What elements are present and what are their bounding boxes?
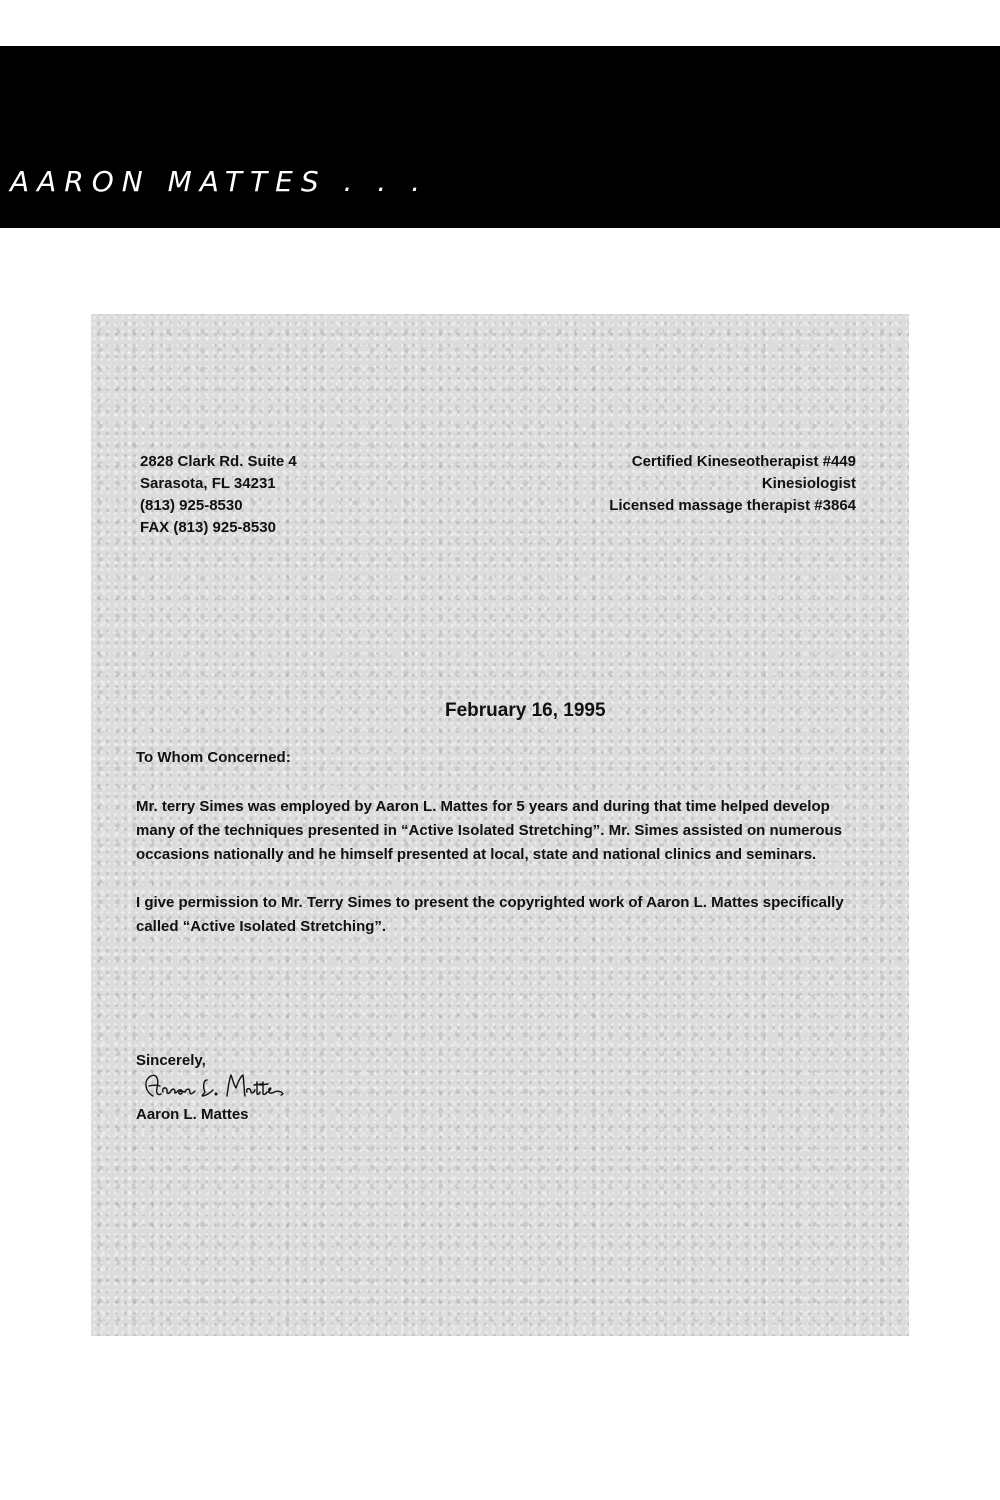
page-title: AARON MATTES . . . bbox=[10, 165, 428, 198]
handwritten-signature bbox=[141, 1070, 286, 1102]
address-line-street: 2828 Clark Rd. Suite 4 bbox=[140, 453, 297, 470]
letter-date: February 16, 1995 bbox=[445, 700, 606, 721]
letter-paper bbox=[91, 314, 909, 1336]
sender-address bbox=[140, 451, 297, 539]
closing: Sincerely, bbox=[136, 1052, 206, 1069]
salutation: To Whom Concerned: bbox=[136, 749, 291, 766]
credential-kineseotherapist: Certified Kineseotherapist #449 bbox=[631, 453, 856, 470]
sender-credentials bbox=[609, 451, 856, 517]
header-banner bbox=[0, 46, 1000, 228]
signer-name: Aaron L. Mattes bbox=[136, 1106, 249, 1123]
credential-massage-therapist: Licensed massage therapist #3864 bbox=[609, 497, 856, 514]
address-line-city: Sarasota, FL 34231 bbox=[140, 475, 276, 492]
body-paragraph-2: I give permission to Mr. Terry Simes to present the copyrighted work of Aaron L. Mattes specifically called “Active Isolated Stretching”. bbox=[136, 894, 844, 935]
address-line-phone: (813) 925-8530 bbox=[140, 497, 243, 514]
body-paragraph-1: Mr. terry Simes was employed by Aaron L. Mattes for 5 years and during that time helped develop many of the techniques presented in “Active Isolated Stretching”. Mr. Simes assisted on numerous occasions nationally and he himself presented at local, state and national clinics and seminars. bbox=[136, 798, 843, 863]
credential-kinesiologist: Kinesiologist bbox=[761, 475, 856, 492]
address-line-fax: FAX (813) 925-8530 bbox=[140, 519, 276, 536]
